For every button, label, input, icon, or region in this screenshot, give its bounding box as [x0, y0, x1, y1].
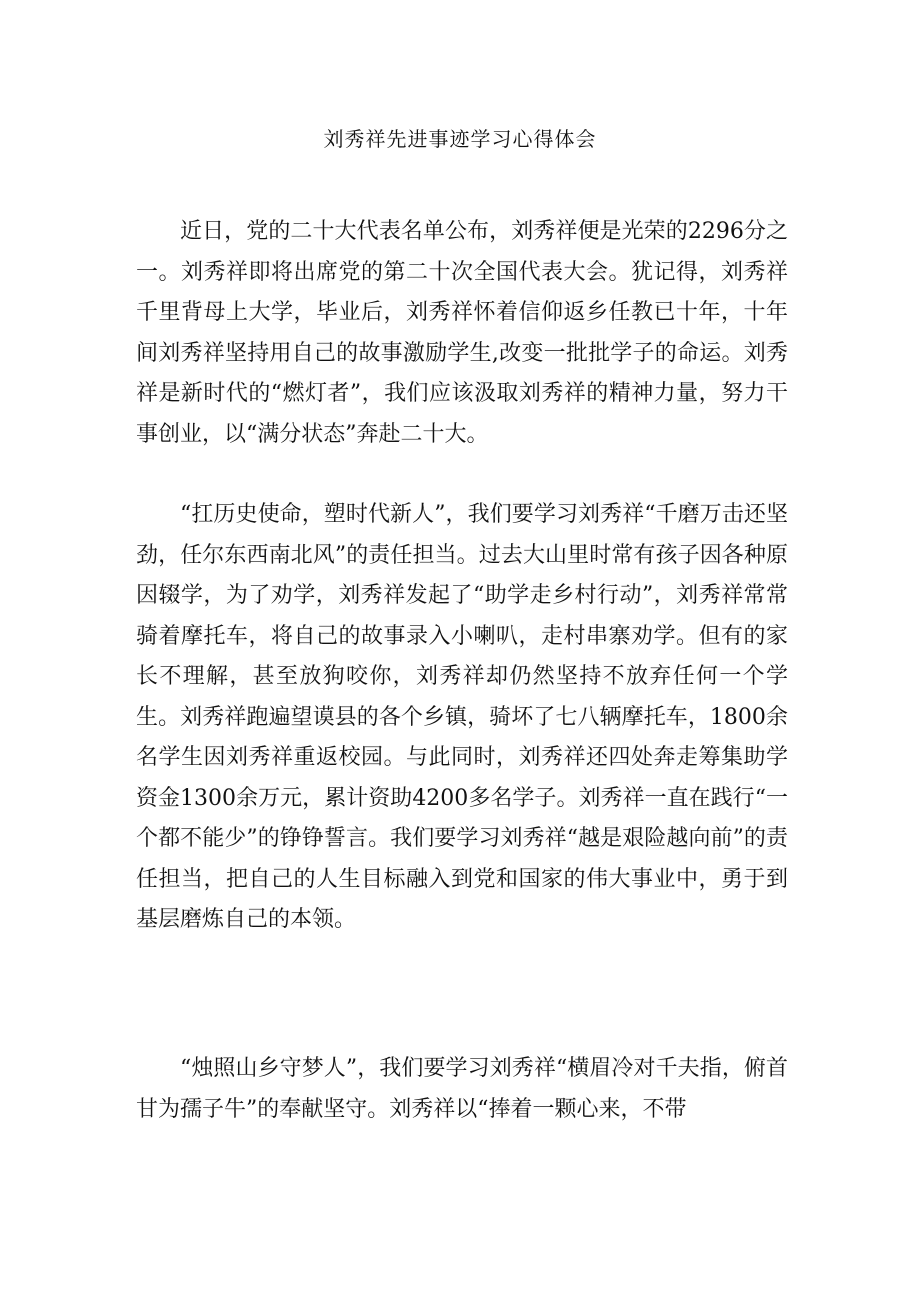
paragraph-2: “扛历史使命，塑时代新人”，我们要学习刘秀祥“千磨万击还坚劲，任尔东西南北风”的责任担当。过去大山里时常有孩子因各种原因辍学，为了劝学，刘秀祥发起了“助学走乡村行动”，刘秀祥常常骑着摩托车，将自己的故事录入小喇叭，走村串寨劝学。但有的家长不理解，甚至放狗咬你，刘秀祥却仍然坚持不放弃任何一个学生。刘秀祥跑遍望谟县的各个乡镇，骑坏了七八辆摩托车，1800余名学生因刘秀祥重返校园。与此同时，刘秀祥还四处奔走筹集助学资金1300余万元，累计资助4200多名学子。刘秀祥一直在践行“一个都不能少”的铮铮誓言。我们要学习刘秀祥“越是艰险越向前”的责任担当，把自己的人生目标融入到党和国家的伟大事业中，勇于到基层磨炼自己的本领。: [136, 502, 788, 932]
paragraph-3: “烛照山乡守梦人”，我们要学习刘秀祥“横眉冷对千夫指，俯首甘为孺子牛”的奉献坚守。刘秀祥以“捧着一颗心来，不带: [136, 1056, 788, 1122]
paragraph-1: 近日，党的二十大代表名单公布，刘秀祥便是光荣的2296分之一。刘秀祥即将出席党的第二十次全国代表大会。犹记得，刘秀祥千里背母上大学，毕业后，刘秀祥怀着信仰返乡任教已十年，十年间刘秀祥坚持用自己的故事激励学生,改变一批批学子的命运。刘秀祥是新时代的“燃灯者”，我们应该汲取刘秀祥的精神力量，努力干事创业，以“满分状态”奔赴二十大。: [136, 219, 788, 447]
document-title: 刘秀祥先进事迹学习心得体会: [323, 127, 597, 151]
